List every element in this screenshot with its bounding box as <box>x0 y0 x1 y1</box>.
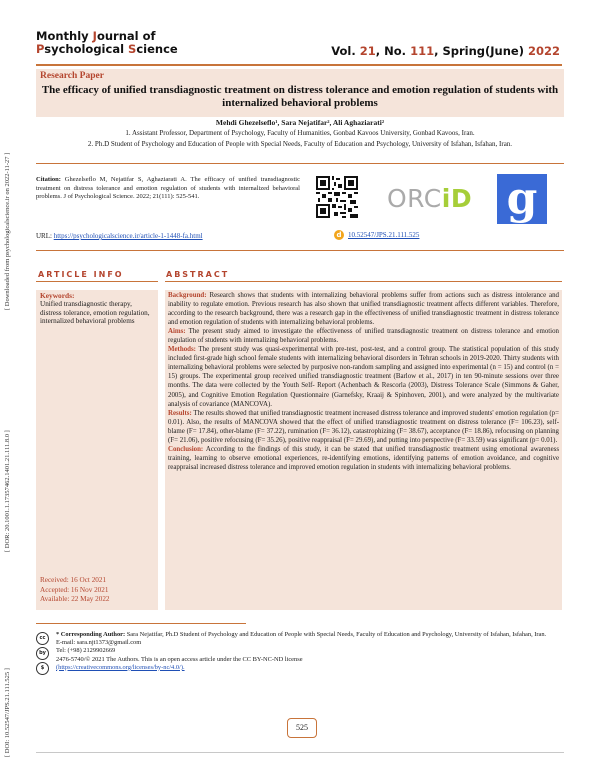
page-number: 525 <box>287 718 317 738</box>
journal-line2: Psychological Science <box>36 42 178 56</box>
bottom-rule <box>36 752 564 753</box>
results-label: Results: <box>168 409 192 417</box>
corr-text: Sara Nejatifar, Ph.D Student of Psychology and Education of People with Special Needs, Faculty of Education and Psychology, University of Isfahan, Isfahan, Iran. <box>126 631 547 638</box>
url-label: URL: <box>36 232 52 240</box>
citation-block <box>36 176 300 202</box>
license-text: 2476-5740/© 2021 The Authors. This is an open access article under the CC BY-NC-ND license <box>56 655 303 663</box>
vol-label: Vol. <box>331 44 356 58</box>
citation-label: Citation: <box>36 176 61 183</box>
article-dates <box>40 576 110 605</box>
accepted-date: Accepted: 16 Nov 2021 <box>40 585 109 594</box>
cc-license-badge[interactable] <box>36 632 50 677</box>
no-label: , No. <box>375 44 407 58</box>
article-title: The efficacy of unified transdiagnostic treatment on distress tolerance and emotion regulation of students with internalized behavioral problems <box>41 84 559 109</box>
aims-label: Aims: <box>168 328 186 336</box>
received-date: Received: 16 Oct 2021 <box>40 576 107 584</box>
journal-line1: Monthly Journal of <box>36 29 156 43</box>
side-doi-text: [ DOI: 10.52547/JPS.21.111.525 ] <box>4 668 11 757</box>
orcid-text-a: ORC <box>387 184 442 213</box>
journal-name <box>36 30 178 56</box>
corr-email: E-mail: sara.njt1373@gmail.com <box>56 639 142 647</box>
article-info-rule <box>36 281 158 282</box>
corr-label: * Corresponding Author: <box>56 631 126 638</box>
abstract-body <box>168 291 559 472</box>
conclusion-text: According to the findings of this study, it can be stated that unified transdiagnostic treatment using emotional awareness training, learning to observe emotional experiences, re-identifying emotions, identifying patterns of emotion avoidance, and cognitive reappraisal increased distress tolerance and improved emotion regulation in students with internalizing behavioral problems. <box>168 445 560 471</box>
affiliations <box>50 128 550 149</box>
article-type: Research Paper <box>40 71 104 81</box>
corresponding-footnote <box>56 631 576 672</box>
no-num: 111 <box>410 44 435 58</box>
results-text: The results showed that unified transdiagnostic treatment increased distress tolerance and improved students' emotion regulation (p= 0.01). Also, the results of MANCOVA showed that the effect of unified transdiagnostic treatment on distress tolerance (F= 106.23), self-blame (F= 17.84), other-blame (F= 37.22), rumination (F= 36.12), catastrophizing (F= 38.67), acceptance (F= 18.86), refocusing on planning (F= 21.06), positive refocusing (F= 35.26), positive reappraisal (F= 29.69), and putting into perspective (F= 33.59) was significant (p= 0.01). <box>168 409 559 444</box>
affiliation-1: 1. Assistant Professor, Department of Psychology, Faculty of Humanities, Gonbad Kavoos University, Gonbad Kavoos, Iran. <box>125 129 475 137</box>
available-date: Available: 22 May 2022 <box>40 595 110 604</box>
doi-icon: d <box>334 230 344 240</box>
vol-num: 21 <box>359 44 376 58</box>
nc-icon: $ <box>36 662 49 675</box>
citation-text: Ghezelseflo M, Nejatifar S, Aghaziarati A. The efficacy of unified transdiagnostic treatment on distress tolerance and emotion regulation of students with internalized behavioral problems. J of Psychological Science. 2022; 21(111): 525-541. <box>36 176 300 201</box>
conclusion-label: Conclusion: <box>168 445 204 453</box>
author-list: Mehdi Ghezelseflo¹, Sara Nejatifar², Ali Aghaziarati² <box>215 118 385 127</box>
side-dor-text: [ DOR: 20.1001.1.17357462.1401.21.111.8.0 ] <box>4 430 11 552</box>
methods-label: Methods: <box>168 346 196 354</box>
abstract-rule <box>165 281 562 282</box>
citation-rule <box>36 250 564 251</box>
doi-link[interactable]: 10.52547/JPS.21.111.525 <box>348 231 420 239</box>
issue-year: 2022 <box>527 44 560 58</box>
aims-text: The present study aimed to investigate the effectiveness of unified transdiagnostic treatment on distress tolerance and emotion regulation of students with internalizing behavioral problems. <box>168 328 559 345</box>
keywords-list: Unified transdiagnostic therapy, distress tolerance, emotion regulation, internalized behavioral problems <box>40 300 150 326</box>
cc-icon: cc <box>36 632 49 645</box>
by-icon: by <box>36 647 49 660</box>
abstract-heading: ABSTRACT <box>166 270 230 279</box>
article-info-heading: ARTICLE INFO <box>38 270 124 279</box>
corr-tel: Tel: (+98) 2129902669 <box>56 647 116 655</box>
orcid-logo[interactable] <box>387 184 472 213</box>
article-url-link[interactable]: https://psychologicalscience.ir/article-1-1448-fa.html <box>53 232 203 240</box>
url-line <box>36 232 203 240</box>
article-info-panel <box>36 290 158 610</box>
volume-info <box>331 44 560 58</box>
orcid-text-b: iD <box>441 184 473 213</box>
issue-rest: , Spring(June) <box>434 44 524 58</box>
affiliation-rule <box>36 163 564 164</box>
methods-text: The present study was quasi-experimental with pre-test, post-test, and a control group. The statistical population of this study included first-grade high school female students with internalizing behavioral disorders in Tehran schools in 2019-2020. Thirty students with internalizing behavioral problems were selected by purposive non-random sampling and assigned into experimental (n = 15) and control (n = 15) groups. The experimental group received unified transdiagnostic treatment (Barlow et al., 2017) in ten 90-minute sessions over three months. The data were collected by the Youth Self- Report (Achenbach & Rescorla (2003), Distress Tolerance Scale (Simmons & Gaher, 2005), and Cognitive Emotion Regulation Questionnaire (Garnefsky, Kraaij & Spinhoven, 2001), and were analyzed by the multivariate analysis of covariance (MANCOVA). <box>168 346 559 408</box>
google-scholar-icon[interactable]: g <box>497 174 547 224</box>
qr-code-icon[interactable] <box>316 176 358 218</box>
affiliation-2: 2. Ph.D Student of Psychology and Education of People with Special Needs, Faculty of Education and Psychology, University of Isfahan, Isfahan, Iran. <box>87 139 513 148</box>
footnote-rule <box>36 623 246 624</box>
background-label: Background: <box>168 292 207 299</box>
header-rule <box>36 64 562 66</box>
doi-line <box>334 230 419 240</box>
side-downloaded-text: [ Downloaded from psychologicalscience.ir on 2022-11-27 ] <box>4 152 11 310</box>
background-text: Research shows that students with internalizing behavioral problems suffer from actions such as distress intolerance and inability to regulate emotion. Previous research has also shown that unified transdiagnostic treatment affects different variables. Therefore, according to the research background, there was a research gap in the effectiveness of unified transdiagnostic treatment in distress tolerance and emotion regulation of students with internalizing behavioral problems. <box>168 292 559 327</box>
keywords-label: Keywords: <box>40 291 75 300</box>
license-link[interactable]: (https://creativecommons.org/licenses/by-nc/4.0/). <box>56 663 185 671</box>
